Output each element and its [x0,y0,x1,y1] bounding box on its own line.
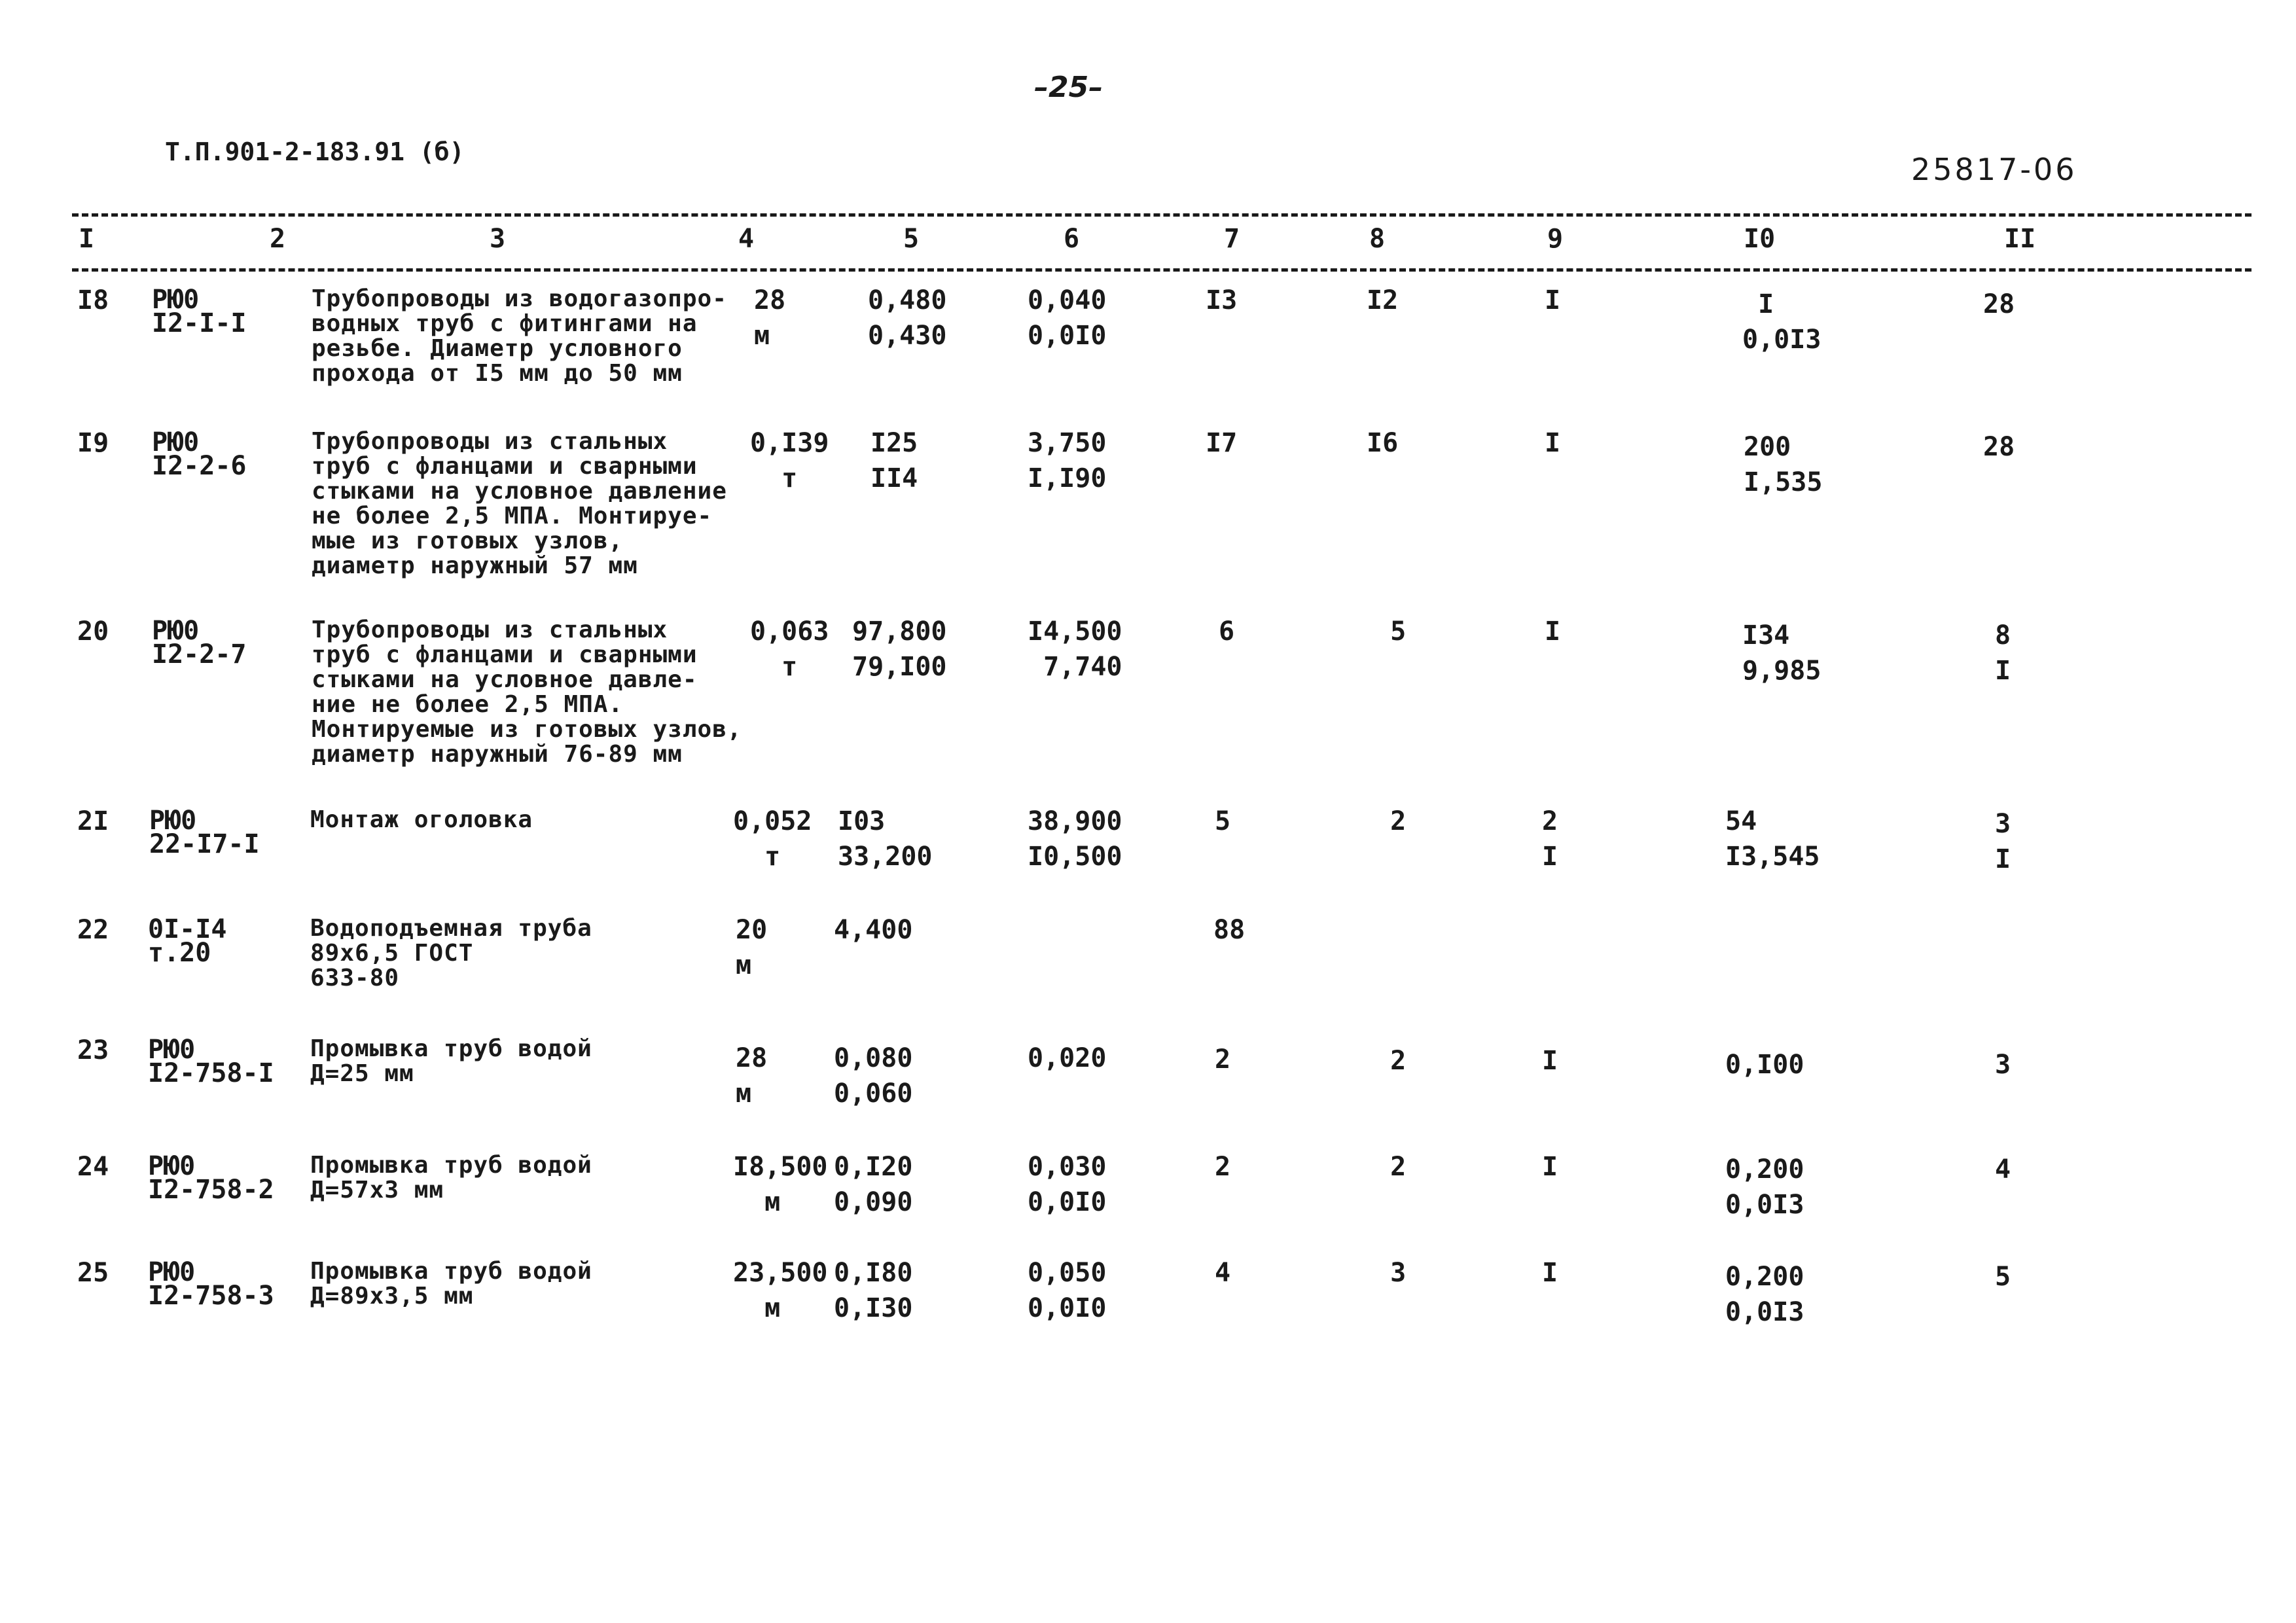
row-number: 20 [77,616,109,647]
work-description: Промывка труб водой Д=25 мм [310,1035,592,1087]
col-9-value: I [1545,285,1561,315]
col-8-value: 3 [1374,1258,1407,1288]
row-number: 2I [77,806,109,836]
work-description: Трубопроводы из водогазопро- водных труб с фитингами на резьбе. Диаметр условного прохода от I5 мм до 50 мм [312,285,727,387]
col-9-values: 2 I [1542,806,1558,872]
col-6-values: I4,500 7,740 [1028,616,1122,682]
col-9-value: I [1545,428,1561,458]
header-col-2: 2 [270,224,286,254]
col-10-values: I34 9,985 [1742,620,1821,686]
table-header-rule [72,268,2251,272]
rate-code: РЮ0 I2-758-3 [148,1257,274,1311]
col-8-value: 2 [1374,1152,1407,1182]
quantity: 28 м [736,1043,768,1109]
header-col-5: 5 [903,224,920,254]
col-5-values: 0,I20 0,090 [834,1152,913,1217]
col-7-value: I7 [1206,428,1238,458]
col-11-values: 28 [1983,289,2015,319]
col-7-value: 88 [1213,915,1246,945]
col-8-value: 2 [1374,806,1407,836]
col-7-value: I3 [1206,285,1238,315]
rate-code: РЮ0 I2-2-6 [152,427,247,481]
sheet-code: 25817-06 [1911,152,2077,187]
col-7-value: 4 [1215,1258,1231,1288]
col-11-values: 3 I [1995,809,2011,874]
col-9-value: I [1542,1046,1558,1076]
work-description: Монтаж оголовка [310,806,533,833]
rate-code: 0I-I4 т.20 [148,914,227,968]
rate-code: РЮ0 I2-2-7 [152,616,247,669]
col-9-value: I [1542,1152,1558,1182]
col-5-values: 0,080 0,060 [834,1043,913,1109]
col-10-values: 0,200 0,0I3 [1725,1262,1804,1327]
col-11-values: 4 [1995,1154,2011,1185]
header-col-9: 9 [1547,224,1564,254]
col-10-values: 54 I3,545 [1725,806,1820,872]
row-number: I8 [77,285,109,315]
col-5-values: 0,I80 0,I30 [834,1258,913,1323]
col-11-values: 28 [1983,432,2015,462]
col-5-values: I03 33,200 [838,806,933,872]
header-col-8: 8 [1369,224,1386,254]
work-description: Промывка труб водой Д=89х3,5 мм [310,1258,592,1310]
col-5-values: 4,400 [834,915,913,945]
header-col-10: I0 [1744,224,1776,254]
col-8-value: I2 [1367,285,1399,315]
col-10-values: I 0,0I3 [1742,289,1821,355]
document-code: Т.П.901-2-183.91 (б) [165,137,465,166]
work-description: Трубопроводы из стальных труб с фланцами и сварными стыками на условное давле- ние не более 2,5 МПА. Монтируемые из готовых узлов, диаметр наружный 76-89 мм [312,616,742,768]
table-top-rule [72,213,2251,217]
col-6-values: 38,900 I0,500 [1028,806,1122,872]
table-header [0,221,2296,260]
col-9-value: I [1545,616,1561,647]
quantity: 0,052 т [733,806,812,872]
col-7-value: 5 [1215,806,1231,836]
col-6-values: 3,750 I,I90 [1028,428,1107,493]
col-10-values: 0,200 0,0I3 [1725,1154,1804,1220]
col-6-values: 0,050 0,0I0 [1028,1258,1107,1323]
quantity: I8,500 м [733,1152,828,1217]
row-number: 24 [77,1152,109,1182]
col-6-values: 0,020 [1028,1043,1107,1073]
header-col-7: 7 [1224,224,1240,254]
page-number: –25– [1034,71,1103,104]
header-col-11: II [2004,224,2036,254]
col-7-value: 6 [1219,616,1235,647]
col-8-value: 5 [1374,616,1407,647]
quantity: 23,500 м [733,1258,828,1323]
col-8-value: I6 [1367,428,1399,458]
col-10-values: 0,I00 [1725,1050,1804,1080]
rate-code: РЮ0 I2-758-2 [148,1151,274,1205]
row-number: 22 [77,915,109,945]
col-6-values: 0,030 0,0I0 [1028,1152,1107,1217]
rate-code: РЮ0 I2-758-I [148,1035,274,1088]
col-5-values: I25 II4 [870,428,918,493]
row-number: I9 [77,428,109,458]
header-col-3: 3 [490,224,506,254]
rate-code: РЮ0 I2-I-I [152,285,247,338]
row-number: 25 [77,1258,109,1288]
quantity: 0,I39 т [750,428,829,493]
row-number: 23 [77,1035,109,1065]
quantity: 0,063 т [750,616,829,682]
col-7-value: 2 [1215,1152,1231,1182]
rate-code: РЮ0 22-I7-I [149,806,260,859]
work-description: Водоподъемная труба 89х6,5 ГОСТ 633-80 [310,915,592,991]
quantity: 28 м [754,285,786,351]
col-11-values: 5 [1995,1262,2011,1292]
col-11-values: 3 [1995,1050,2011,1080]
col-7-value: 2 [1215,1044,1231,1075]
col-5-values: 0,480 0,430 [868,285,947,351]
header-col-6: 6 [1064,224,1080,254]
work-description: Промывка труб водой Д=57х3 мм [310,1152,592,1204]
header-col-4: 4 [738,224,755,254]
col-9-value: I [1542,1258,1558,1288]
col-6-values: 0,040 0,0I0 [1028,285,1107,351]
work-description: Трубопроводы из стальных труб с фланцами и сварными стыками на условное давление не более 2,5 МПА. Монтируе- мые из готовых узлов, диаметр наружный 57 мм [312,428,727,579]
quantity: 20 м [736,915,768,980]
col-11-values: 8 I [1995,620,2011,686]
header-col-1: I [79,224,95,254]
col-10-values: 200 I,535 [1744,432,1823,497]
col-8-value: 2 [1374,1046,1407,1076]
col-5-values: 97,800 79,I00 [852,616,947,682]
